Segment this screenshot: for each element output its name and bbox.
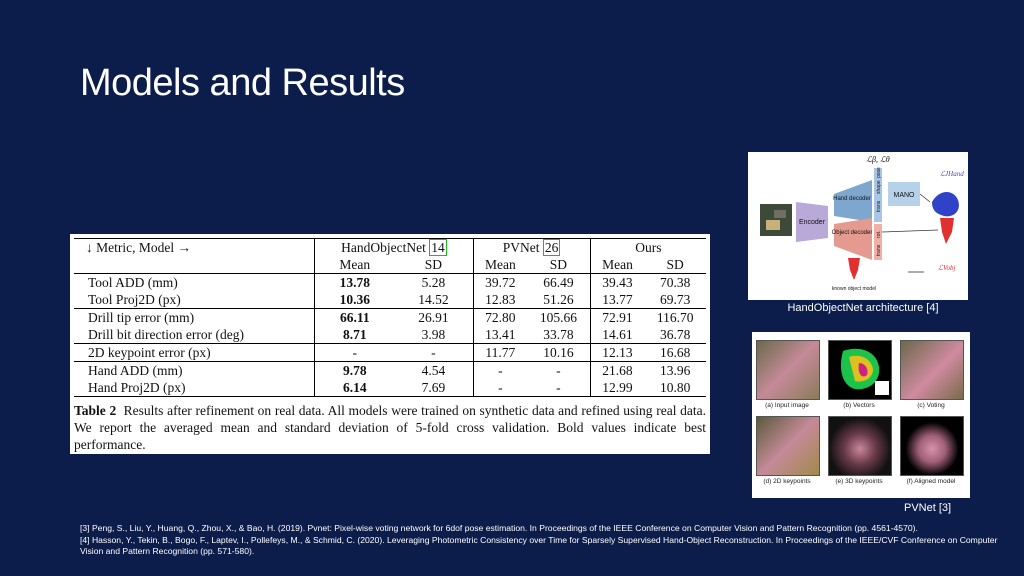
- table-subheader-row: [74, 256, 706, 274]
- cell-value: 70.38: [644, 274, 706, 292]
- cell-value: -: [315, 344, 394, 362]
- cell-value: 26.91: [394, 309, 473, 327]
- cell-value: 13.78: [315, 274, 394, 292]
- loss-object-label: ℒVobj: [938, 264, 956, 272]
- caption-label: Table 2: [74, 403, 117, 418]
- known-object-model-icon: [848, 258, 860, 280]
- cell-value: 14.61: [590, 326, 644, 344]
- cell-value: -: [394, 344, 473, 362]
- row-metric: Drill bit direction error (deg): [88, 327, 244, 342]
- pvnet-voting-image: [900, 340, 964, 400]
- cell-value: 11.77: [473, 344, 527, 362]
- architecture-caption: HandObjectNet architecture [4]: [787, 302, 939, 314]
- cell-value: 8.71: [315, 326, 394, 344]
- row-metric: Hand ADD (mm): [74, 362, 315, 380]
- cell-value: 105.66: [527, 309, 590, 327]
- table-row: [74, 362, 706, 380]
- group-header-handobjectnet: [315, 239, 473, 257]
- references: [80, 523, 1000, 558]
- cell-value: -: [473, 362, 527, 380]
- cell-value: 13.41: [473, 326, 527, 344]
- reference-item: [4] Hasson, Y., Tekin, B., Bogo, F., Laptev, I., Pollefeys, M., & Schmid, C. (2020). Leveraging Photometric Consistency over Time for Sparsely Supervised Hand-Object Reconstruction. In Proceedings of the IEEE/CVF Conference on Computer Vision and Pattern Recognition (pp. 571-580).: [80, 534, 998, 557]
- trans-label: trans: [876, 244, 882, 256]
- cell-value: -: [527, 379, 590, 397]
- architecture-diagram: [748, 152, 968, 300]
- object-decoder-label: Object decoder: [831, 230, 873, 236]
- citation-link[interactable]: 14: [431, 240, 445, 255]
- table-row: [74, 291, 706, 309]
- pvnet-tile-label: (e) 3D keypoints: [835, 478, 883, 485]
- pvnet-2d-keypoints-image: [756, 416, 820, 476]
- row-metric: Tool Proj2D (px): [88, 292, 181, 307]
- cell-value: 12.13: [590, 344, 644, 362]
- row-metric: Drill tip error (mm): [74, 309, 315, 327]
- cell-value: 13.96: [644, 362, 706, 380]
- table-caption: [74, 402, 706, 453]
- cell-value: 6.14: [315, 379, 394, 397]
- subheader-mean: Mean: [590, 256, 644, 274]
- group-header-ours: [590, 239, 706, 257]
- subheader-sd: SD: [666, 257, 684, 272]
- cell-value: 4.54: [394, 362, 473, 380]
- caption-text: Results after refinement on real data. All models were trained on synthetic data and refined using real data. We report the averaged mean and standard deviation of 5-fold cross validation. Bold values indicate best performance.: [74, 403, 706, 452]
- row-metric: 2D keypoint error (px): [74, 344, 315, 362]
- pvnet-vectors-image: [828, 340, 892, 400]
- cell-value: -: [527, 362, 590, 380]
- cell-value: 51.26: [543, 292, 574, 307]
- pvnet-input-image: [756, 340, 820, 400]
- cell-value: 116.70: [644, 309, 706, 327]
- architecture-figure: [748, 152, 968, 300]
- table-row: [74, 379, 706, 397]
- cell-value: 9.78: [315, 362, 394, 380]
- cell-value: 10.16: [527, 344, 590, 362]
- cell-value: 10.80: [644, 379, 706, 397]
- table-row: [74, 309, 706, 327]
- pvnet-tile-label: (b) Vectors: [843, 402, 875, 409]
- hand-decoder-label: Hand decoder: [833, 196, 871, 202]
- cell-value: 36.78: [659, 327, 691, 342]
- pose-label: pose: [876, 167, 882, 178]
- cell-value: 7.69: [394, 379, 473, 397]
- table-row: [74, 344, 706, 362]
- cell-value: 39.43: [590, 274, 644, 292]
- cell-value: 69.73: [659, 292, 691, 307]
- cell-value: 12.83: [473, 291, 527, 309]
- cell-value: 12.99: [590, 379, 644, 397]
- citation-link[interactable]: 26: [544, 240, 559, 255]
- cell-value: 16.68: [644, 344, 706, 362]
- cell-value: 39.72: [473, 274, 527, 292]
- table-row: [74, 274, 706, 292]
- loss-top-label: ℒβ, ℒθ: [866, 155, 890, 164]
- cell-value: 66.49: [527, 274, 590, 292]
- pvnet-aligned-model-image: [900, 416, 964, 476]
- cell-value: 5.28: [394, 274, 473, 292]
- row-metric: Hand Proj2D (px): [74, 379, 315, 397]
- pvnet-caption: PVNet [3]: [904, 502, 952, 514]
- group-name: HandObjectNet: [341, 240, 426, 255]
- slide-title: Models and Results: [80, 62, 405, 104]
- hand-mesh-icon: [932, 192, 959, 216]
- pvnet-figure: [752, 332, 970, 498]
- group-name: PVNet: [502, 240, 540, 255]
- subheader-sd: SD: [424, 257, 443, 272]
- cell-value: 33.78: [543, 327, 574, 342]
- results-table: [74, 238, 706, 397]
- mano-label: MANO: [893, 192, 915, 199]
- table-row: [74, 326, 706, 344]
- cell-value: 21.68: [590, 362, 644, 380]
- subheader-mean: Mean: [473, 256, 527, 274]
- row-metric: Tool ADD (mm): [74, 274, 315, 292]
- pvnet-tile-label: (a) Input image: [765, 402, 809, 409]
- subheader-sd: SD: [549, 257, 568, 272]
- reference-item: [3] Peng, S., Liu, Y., Huang, Q., Zhou, X., & Bao, H. (2019). Pvnet: Pixel-wise voting network for 6dof pose estimation. In Proceedings of the IEEE Conference on Computer Vision and Pattern Recognition (pp. 4561-4570).: [80, 523, 918, 533]
- cell-value: -: [473, 379, 527, 397]
- pvnet-3d-keypoints-image: [828, 416, 892, 476]
- cell-value: 3.98: [421, 327, 446, 342]
- table-header-row: [74, 239, 706, 257]
- subheader-mean: Mean: [315, 256, 394, 274]
- loss-hand-label: ℒJHand: [940, 170, 964, 178]
- group-header-pvnet: [473, 239, 590, 257]
- cell-value: 14.52: [418, 292, 449, 307]
- encoder-label: Encoder: [798, 219, 826, 226]
- results-table-figure: [70, 234, 710, 454]
- drill-mesh-icon: [940, 218, 954, 244]
- cell-value: 72.80: [473, 309, 527, 327]
- pvnet-tile-label: (c) Voting: [917, 402, 945, 409]
- shape-label: shape: [876, 180, 882, 194]
- cell-value: 72.91: [590, 309, 644, 327]
- known-model-label: known object model: [831, 286, 877, 292]
- object-decoder-block: [831, 218, 873, 260]
- cell-value: 66.11: [315, 309, 394, 327]
- rot-label: rot.: [876, 230, 882, 238]
- cell-value: 13.77: [590, 291, 644, 309]
- header-metric-label: ↓ Metric, Model →: [74, 239, 315, 257]
- group-name: Ours: [635, 240, 662, 255]
- trans-label: trans: [876, 200, 882, 212]
- cell-value: 10.36: [315, 291, 394, 309]
- pvnet-tile-label: (f) Aligned model: [906, 478, 956, 485]
- pvnet-tile-label: (d) 2D keypoints: [763, 478, 811, 485]
